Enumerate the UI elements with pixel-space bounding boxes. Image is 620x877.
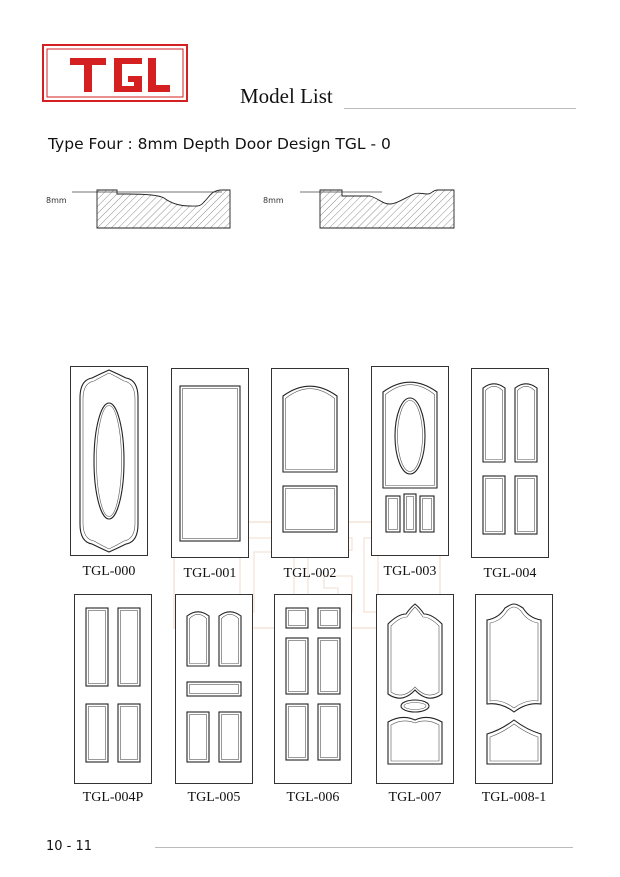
profile-depth-label-2: 8mm	[263, 196, 284, 205]
door-drawing-tgl-004	[471, 368, 549, 558]
tgl-logo	[42, 44, 188, 102]
model-code-label: TGL-008-1	[481, 790, 547, 805]
page-title: Model List	[240, 84, 333, 108]
model-code-label: TGL-003	[383, 564, 437, 579]
page-number: 10 - 11	[46, 839, 93, 854]
door-drawing-tgl-007	[376, 594, 454, 784]
model-code-label: TGL-002	[283, 566, 337, 581]
door-drawing-tgl-004p	[74, 594, 152, 784]
title-divider	[344, 108, 576, 109]
door-drawing-tgl-008-1	[475, 594, 553, 784]
footer-divider	[155, 847, 573, 848]
door-drawing-tgl-006	[274, 594, 352, 784]
door-drawing-tgl-000	[70, 366, 148, 556]
model-code-label: TGL-001	[183, 566, 237, 581]
door-drawing-tgl-005	[175, 594, 253, 784]
section-subtitle: Type Four : 8mm Depth Door Design TGL - 0	[48, 135, 391, 153]
model-code-label: TGL-005	[187, 790, 241, 805]
door-drawing-tgl-003	[371, 366, 449, 556]
model-code-label: TGL-000	[82, 564, 136, 579]
profile-depth-label-1: 8mm	[46, 196, 67, 205]
model-code-label: TGL-004P	[82, 790, 144, 805]
door-drawing-tgl-001	[171, 368, 249, 558]
profile-section-2	[290, 182, 456, 232]
profile-section-1	[72, 182, 232, 232]
model-code-label: TGL-006	[286, 790, 340, 805]
door-drawing-tgl-002	[271, 368, 349, 558]
model-code-label: TGL-004	[483, 566, 537, 581]
model-code-label: TGL-007	[388, 790, 442, 805]
